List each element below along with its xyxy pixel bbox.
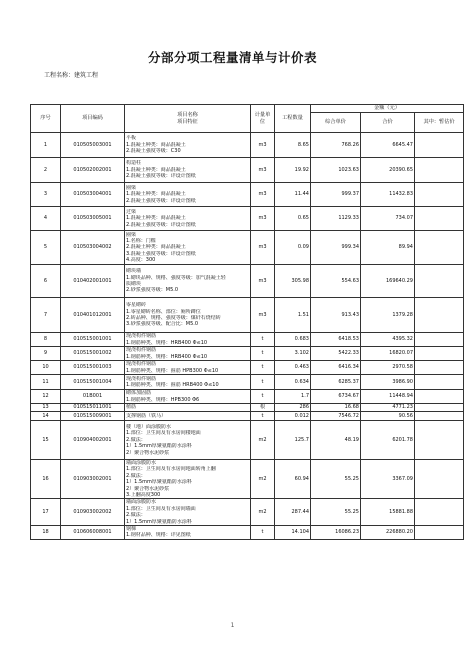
cell-unit: m3 bbox=[251, 265, 275, 298]
cell-seq: 3 bbox=[31, 183, 61, 207]
table-row bbox=[31, 298, 464, 333]
cell-total: 3367.09 bbox=[361, 460, 415, 499]
cell-estimate bbox=[415, 361, 464, 375]
cell-total: 15881.88 bbox=[361, 499, 415, 526]
feature-line: 4.高度：300 bbox=[126, 257, 156, 264]
cell-name-feature bbox=[125, 460, 251, 499]
feature-line: 2.做法： bbox=[126, 436, 146, 443]
cell-unit: 根 bbox=[251, 404, 275, 412]
cell-name-feature bbox=[125, 265, 251, 298]
header-name-line2: 项目特征 bbox=[177, 118, 198, 125]
cell-qty: 14.104 bbox=[275, 525, 311, 539]
cell-name-feature bbox=[125, 231, 251, 265]
cell-estimate bbox=[415, 499, 464, 526]
feature-line: 1.部位：卫生间及有水房间楼地面 bbox=[126, 430, 201, 437]
header-name-line1: 项目名称 bbox=[177, 112, 198, 119]
cell-unit: t bbox=[251, 375, 275, 390]
feature-line: 1.部位：卫生间及有水房间墙面 bbox=[126, 505, 196, 512]
table-row bbox=[31, 158, 464, 183]
cell-name-feature bbox=[125, 421, 251, 460]
feature-line: 1.钢筋种类、规格：HPB300 Φ6 bbox=[126, 396, 200, 403]
cell-unit: m3 bbox=[251, 133, 275, 158]
feature-line: 楼（地）面涂膜防水 bbox=[126, 424, 172, 431]
cell-unit-price: 16086.23 bbox=[311, 525, 361, 539]
cell-total: 1379.28 bbox=[361, 298, 415, 333]
table-body bbox=[31, 133, 464, 540]
cell-unit-price: 5422.33 bbox=[311, 347, 361, 361]
cell-unit-price: 6734.67 bbox=[311, 390, 361, 404]
cell-unit-price: 55.25 bbox=[311, 460, 361, 499]
cell-estimate bbox=[415, 421, 464, 460]
cell-code: 010401012001 bbox=[61, 298, 125, 333]
cell-unit-price: 999.37 bbox=[311, 183, 361, 207]
cell-total: 3986.90 bbox=[361, 375, 415, 390]
cell-qty: 125.7 bbox=[275, 421, 311, 460]
table-row bbox=[31, 347, 464, 361]
feature-line: 质砌块 bbox=[126, 281, 142, 287]
header-unit-price: 综合单价 bbox=[311, 113, 361, 133]
cell-unit-price: 1129.33 bbox=[311, 207, 361, 231]
feature-line: 现浇构件钢筋 bbox=[126, 375, 157, 382]
table-row bbox=[31, 421, 464, 460]
cell-total: 90.56 bbox=[361, 412, 415, 421]
cell-estimate bbox=[415, 298, 464, 333]
feature-line: 2.混凝土种类：商品混凝土 bbox=[126, 244, 186, 251]
cell-qty: 305.98 bbox=[275, 265, 311, 298]
cell-total: 4395.32 bbox=[361, 333, 415, 347]
cell-estimate bbox=[415, 158, 464, 183]
cell-code: 010515001004 bbox=[61, 375, 125, 390]
cell-unit-price: 16.68 bbox=[311, 404, 361, 412]
feature-line: 3.上翻高度300 bbox=[126, 491, 161, 498]
cell-qty: 286 bbox=[275, 404, 311, 412]
feature-line: 1.钢筋种类、规格：箍筋 HPB300 Φ≤10 bbox=[126, 367, 219, 374]
cell-total: 89.94 bbox=[361, 231, 415, 265]
feature-line: 墙面涂膜防水 bbox=[126, 460, 157, 466]
table-row bbox=[31, 265, 464, 298]
cell-qty: 11.44 bbox=[275, 183, 311, 207]
cell-qty: 8.65 bbox=[275, 133, 311, 158]
cell-unit-price: 999.34 bbox=[311, 231, 361, 265]
table-row bbox=[31, 499, 464, 526]
page-title: 分部分项工程量清单与计价表 bbox=[147, 50, 317, 65]
header-seq: 序号 bbox=[31, 105, 61, 133]
cell-qty: 3.102 bbox=[275, 347, 311, 361]
cell-name-feature bbox=[125, 333, 251, 347]
cell-total: 11448.94 bbox=[361, 390, 415, 404]
table-row bbox=[31, 460, 464, 499]
cell-code: 010904002001 bbox=[61, 421, 125, 460]
cell-seq: 13 bbox=[31, 404, 61, 412]
table-row bbox=[31, 231, 464, 265]
cell-total: 226880.20 bbox=[361, 525, 415, 539]
cell-seq: 7 bbox=[31, 298, 61, 333]
cell-qty: 287.44 bbox=[275, 499, 311, 526]
feature-line: 钢梯 bbox=[126, 526, 137, 533]
cell-estimate bbox=[415, 390, 464, 404]
feature-line: 墙面涂膜防水 bbox=[126, 499, 157, 506]
cell-name-feature bbox=[125, 183, 251, 207]
cell-qty: 19.92 bbox=[275, 158, 311, 183]
cell-name-feature bbox=[125, 298, 251, 333]
cell-name-feature bbox=[125, 390, 251, 404]
cell-seq: 5 bbox=[31, 231, 61, 265]
cell-total: 20390.65 bbox=[361, 158, 415, 183]
cell-name-feature bbox=[125, 347, 251, 361]
project-name-label: 工程名称：建筑工程 bbox=[44, 72, 99, 79]
cell-total: 169640.29 bbox=[361, 265, 415, 298]
cell-total: 6645.47 bbox=[361, 133, 415, 158]
feature-line: 1.钢筋种类、规格：箍筋 HRB400 Φ≤10 bbox=[126, 382, 219, 388]
cell-name-feature bbox=[125, 404, 251, 412]
cell-qty: 0.09 bbox=[275, 231, 311, 265]
cell-unit: m3 bbox=[251, 207, 275, 231]
cell-code: 010515009001 bbox=[61, 412, 125, 421]
page-number: 1 bbox=[230, 622, 235, 629]
cell-code: 010515001002 bbox=[61, 347, 125, 361]
cell-unit: m2 bbox=[251, 460, 275, 499]
feature-line: 1.部位：卫生间及有水房间地面转角上翻 bbox=[126, 466, 216, 473]
cell-code: 01B001 bbox=[61, 390, 125, 404]
cell-qty: 0.65 bbox=[275, 207, 311, 231]
cell-total: 4771.23 bbox=[361, 404, 415, 412]
feature-line: 1）1.5mm厚聚氨酯防水涂料 bbox=[126, 479, 192, 486]
cell-seq: 8 bbox=[31, 333, 61, 347]
header-total: 合价 bbox=[361, 113, 415, 133]
feature-line: 构造柱 bbox=[126, 160, 142, 167]
cell-unit: m3 bbox=[251, 158, 275, 183]
feature-line: 2.砖品种、规格、强度等级：煤矸石烧结砖 bbox=[126, 315, 221, 321]
cell-name-feature bbox=[125, 158, 251, 183]
feature-line: 2.混凝土强度等级：详设计图纸 bbox=[126, 221, 196, 228]
feature-line: 1.钢筋种类、规格：HRB400 Φ≤10 bbox=[126, 353, 208, 360]
cell-seq: 18 bbox=[31, 525, 61, 539]
cell-code: 010503005001 bbox=[61, 207, 125, 231]
cell-unit-price: 6285.37 bbox=[311, 375, 361, 390]
cell-qty: 0.463 bbox=[275, 361, 311, 375]
cell-estimate bbox=[415, 525, 464, 539]
cell-seq: 16 bbox=[31, 460, 61, 499]
header-name bbox=[125, 105, 251, 133]
cell-name-feature bbox=[125, 375, 251, 390]
cell-unit: t bbox=[251, 333, 275, 347]
feature-line: 1）1.5mm厚聚氨酯防水涂料 bbox=[126, 518, 192, 525]
table-row bbox=[31, 207, 464, 231]
cell-unit: m2 bbox=[251, 499, 275, 526]
cell-total: 734.07 bbox=[361, 207, 415, 231]
feature-line: 1.名称：门槛 bbox=[126, 237, 156, 244]
table-row bbox=[31, 133, 464, 158]
cell-qty: 1.51 bbox=[275, 298, 311, 333]
table-row bbox=[31, 412, 464, 421]
feature-line: 植筋 bbox=[126, 404, 137, 411]
table-row bbox=[31, 375, 464, 390]
cell-estimate bbox=[415, 460, 464, 499]
cell-seq: 10 bbox=[31, 361, 61, 375]
feature-line: 2.做法： bbox=[126, 512, 146, 519]
cell-name-feature bbox=[125, 361, 251, 375]
cell-code: 010515001001 bbox=[61, 333, 125, 347]
cell-code: 010502002001 bbox=[61, 158, 125, 183]
cell-unit-price: 6416.34 bbox=[311, 361, 361, 375]
feature-line: 2）聚合物水泥砂浆 bbox=[126, 449, 170, 456]
feature-line: 1）1.5mm厚聚氨酯防水涂料 bbox=[126, 443, 192, 450]
feature-line: 1.混凝土种类：商品混凝土 bbox=[126, 141, 186, 148]
table-row bbox=[31, 390, 464, 404]
cell-seq: 15 bbox=[31, 421, 61, 460]
cell-unit: m3 bbox=[251, 183, 275, 207]
cell-seq: 11 bbox=[31, 375, 61, 390]
feature-line: 3.砂浆强度等级、配合比：M5.0 bbox=[126, 321, 199, 328]
cell-seq: 9 bbox=[31, 347, 61, 361]
feature-line: 圈梁 bbox=[126, 231, 137, 238]
header-code: 项目编码 bbox=[61, 105, 125, 133]
header-unit-line1: 计量单 bbox=[254, 112, 271, 119]
cell-total: 2970.58 bbox=[361, 361, 415, 375]
cell-estimate bbox=[415, 231, 464, 265]
table-row bbox=[31, 333, 464, 347]
cell-qty: 0.012 bbox=[275, 412, 311, 421]
cell-name-feature bbox=[125, 207, 251, 231]
cell-seq: 2 bbox=[31, 158, 61, 183]
cell-unit-price: 554.63 bbox=[311, 265, 361, 298]
feature-line: 现浇构件钢筋 bbox=[126, 333, 157, 340]
cell-seq: 17 bbox=[31, 499, 61, 526]
feature-line: 2）聚合物水泥砂浆 bbox=[126, 485, 170, 492]
cell-estimate bbox=[415, 412, 464, 421]
feature-line: 支撑钢筋（铁马） bbox=[126, 412, 167, 419]
cell-estimate bbox=[415, 183, 464, 207]
cell-code: 010503004001 bbox=[61, 183, 125, 207]
cell-code: 010503004002 bbox=[61, 231, 125, 265]
feature-line: 2.混凝土强度等级：详设计图纸 bbox=[126, 173, 196, 180]
header-estimate bbox=[415, 113, 464, 133]
cell-total: 16820.07 bbox=[361, 347, 415, 361]
cell-unit-price: 913.43 bbox=[311, 298, 361, 333]
cell-seq: 6 bbox=[31, 265, 61, 298]
cell-estimate bbox=[415, 375, 464, 390]
cell-unit: t bbox=[251, 412, 275, 421]
cell-qty: 1.7 bbox=[275, 390, 311, 404]
header-qty: 工程数量 bbox=[275, 105, 311, 133]
feature-line: 1.混凝土种类：商品混凝土 bbox=[126, 215, 186, 222]
feature-line: 2.做法： bbox=[126, 472, 146, 479]
cell-total: 11432.83 bbox=[361, 183, 415, 207]
feature-line: 1.混凝土种类：商品混凝土 bbox=[126, 166, 186, 173]
feature-line: 平板 bbox=[126, 135, 137, 142]
cell-code: 010903002002 bbox=[61, 499, 125, 526]
feature-line: 1.砌块品种、规格、强度等级：加气混凝土轻 bbox=[126, 274, 226, 281]
cell-unit-price: 6418.53 bbox=[311, 333, 361, 347]
cell-code: 010505003001 bbox=[61, 133, 125, 158]
table-row bbox=[31, 404, 464, 412]
cell-unit-price: 768.26 bbox=[311, 133, 361, 158]
cell-estimate bbox=[415, 333, 464, 347]
cell-name-feature bbox=[125, 499, 251, 526]
feature-line: 现浇构件钢筋 bbox=[126, 347, 157, 354]
cell-unit-price: 48.19 bbox=[311, 421, 361, 460]
cell-unit: t bbox=[251, 525, 275, 539]
header-row-1 bbox=[31, 105, 464, 113]
feature-line: 2.砂浆强度等级：M5.0 bbox=[126, 287, 179, 294]
table-row bbox=[31, 183, 464, 207]
cell-unit: m2 bbox=[251, 421, 275, 460]
cell-seq: 12 bbox=[31, 390, 61, 404]
cell-qty: 0.683 bbox=[275, 333, 311, 347]
header-unit bbox=[251, 105, 275, 133]
cell-qty: 60.94 bbox=[275, 460, 311, 499]
cell-estimate bbox=[415, 265, 464, 298]
cell-unit: m3 bbox=[251, 231, 275, 265]
cell-name-feature bbox=[125, 133, 251, 158]
cell-seq: 14 bbox=[31, 412, 61, 421]
feature-line: 1.钢材品种、规格：详见图纸 bbox=[126, 532, 191, 539]
feature-line: 2.混凝土强度等级：详设计图纸 bbox=[126, 197, 196, 204]
table-row bbox=[31, 361, 464, 375]
feature-line: 零星砌砖 bbox=[126, 302, 147, 309]
cell-unit-price: 1023.63 bbox=[311, 158, 361, 183]
cell-unit-price: 55.25 bbox=[311, 499, 361, 526]
cell-code: 010515001003 bbox=[61, 361, 125, 375]
bill-of-quantities-table bbox=[30, 104, 464, 540]
header-amount: 金额（元） bbox=[311, 105, 464, 113]
cell-unit: m3 bbox=[251, 298, 275, 333]
feature-line: 1.零星砌砖名称、部位：厕所蹲位 bbox=[126, 308, 201, 315]
cell-name-feature bbox=[125, 525, 251, 539]
feature-line: 圈梁 bbox=[126, 184, 137, 191]
cell-code: 010606008001 bbox=[61, 525, 125, 539]
cell-unit-price: 7546.72 bbox=[311, 412, 361, 421]
cell-estimate bbox=[415, 133, 464, 158]
cell-estimate bbox=[415, 347, 464, 361]
cell-total: 6201.78 bbox=[361, 421, 415, 460]
feature-line: 1.钢筋种类、规格：HRB400 Φ≤10 bbox=[126, 339, 208, 346]
feature-line: 砌体加固筋 bbox=[126, 390, 152, 397]
cell-code: 010402001001 bbox=[61, 265, 125, 298]
feature-line: 1.混凝土种类：商品混凝土 bbox=[126, 191, 186, 198]
feature-line: 过梁 bbox=[126, 208, 137, 215]
header-estimate-line1: 其中： bbox=[423, 119, 440, 126]
feature-line: 砌块墙 bbox=[126, 268, 142, 275]
cell-seq: 1 bbox=[31, 133, 61, 158]
feature-line: 现浇构件钢筋 bbox=[126, 361, 157, 368]
cell-estimate bbox=[415, 207, 464, 231]
cell-qty: 0.634 bbox=[275, 375, 311, 390]
header-unit-line2: 位 bbox=[259, 118, 266, 125]
header-estimate-line2: 暂估价 bbox=[439, 119, 455, 126]
cell-name-feature bbox=[125, 412, 251, 421]
cell-unit: t bbox=[251, 347, 275, 361]
cell-estimate bbox=[415, 404, 464, 412]
table-row bbox=[31, 525, 464, 539]
cell-unit: t bbox=[251, 361, 275, 375]
feature-line: 3.混凝土强度等级：详设计图纸 bbox=[126, 250, 196, 257]
cell-code: 010515011001 bbox=[61, 404, 125, 412]
cell-code: 010903002001 bbox=[61, 460, 125, 499]
cell-seq: 4 bbox=[31, 207, 61, 231]
feature-line: 2.混凝土强度等级：C30 bbox=[126, 148, 181, 155]
cell-unit: t bbox=[251, 390, 275, 404]
